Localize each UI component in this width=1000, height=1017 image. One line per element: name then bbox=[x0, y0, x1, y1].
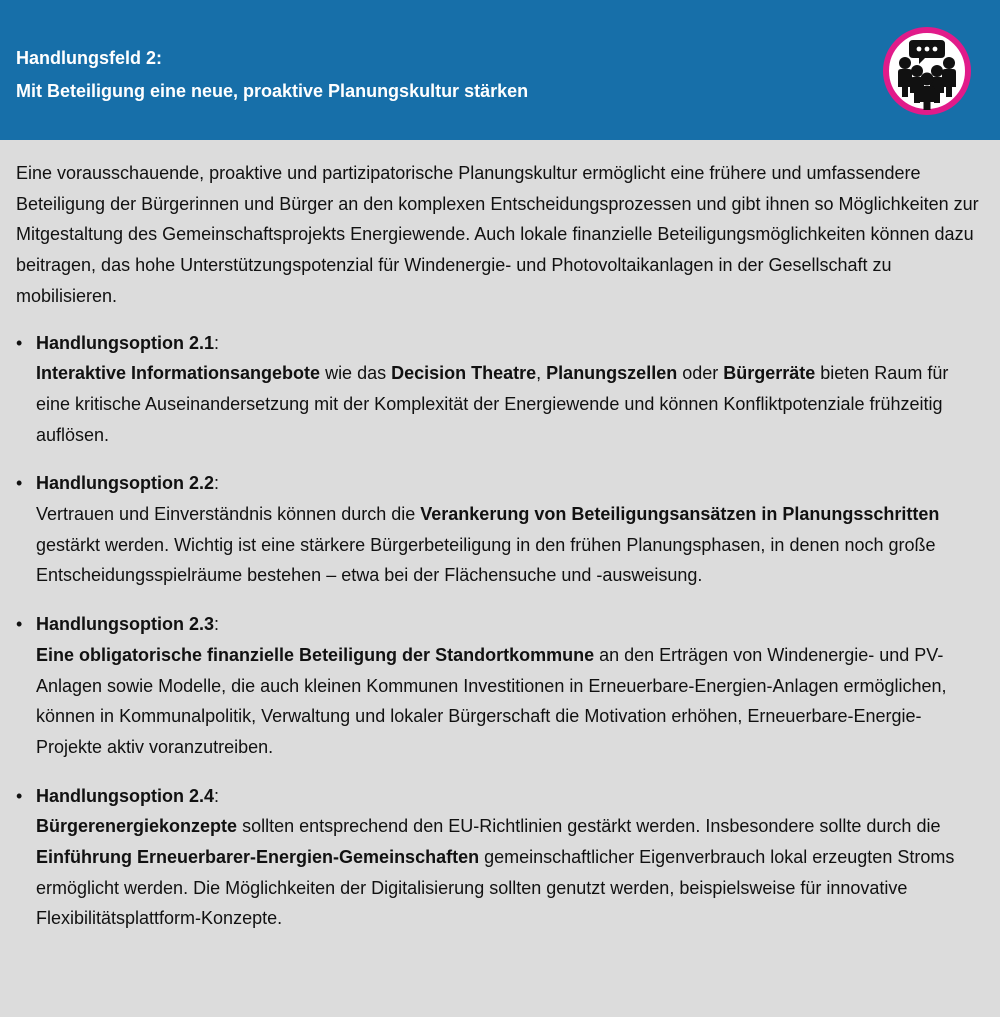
option-segment: oder bbox=[677, 363, 724, 384]
option-colon: : bbox=[214, 332, 220, 353]
option-segment: Planungszellen bbox=[546, 363, 678, 384]
option-title: Handlungsoption 2.2 bbox=[36, 473, 214, 494]
option-title: Handlungsoption 2.4 bbox=[36, 785, 214, 806]
option-segment: Vertrauen und Einverständnis können durch die bbox=[36, 504, 421, 525]
option-segment: Bürgerräte bbox=[723, 363, 816, 384]
options-list bbox=[16, 328, 984, 935]
option-colon: : bbox=[214, 473, 220, 494]
option-segment: Eine obligatorische finanzielle Beteiligung der Standortkommune bbox=[36, 644, 595, 665]
bullet-icon: • bbox=[16, 332, 23, 353]
option-body bbox=[36, 499, 984, 591]
header-title-line-1: Handlungsfeld 2: bbox=[16, 48, 163, 68]
option-item-2-4 bbox=[16, 781, 984, 935]
option-segment: Verankerung von Beteiligungsansätzen in Planungsschritten bbox=[420, 504, 940, 525]
option-colon: : bbox=[214, 614, 220, 635]
option-segment: sollten entsprechend den EU-Richtlinien gestärkt werden. Insbesondere sollte durch die bbox=[237, 816, 941, 837]
option-segment: gemeinschaftlicher Eigenverbrauch lokal erzeugten Stroms ermöglicht werden. Die Möglichkeiten der Digitalisierung sollten genutzt werden, beispielsweise für innovative Flexibilitätsplattform-Konzepte. bbox=[36, 847, 955, 929]
group-discussion-icon bbox=[883, 27, 971, 115]
option-body bbox=[36, 640, 984, 763]
option-body bbox=[36, 811, 984, 934]
option-segment: Interaktive Informationsangebote bbox=[36, 363, 321, 384]
bullet-icon: • bbox=[16, 473, 23, 494]
option-item-2-2 bbox=[16, 468, 984, 591]
option-segment: Decision Theatre bbox=[391, 363, 537, 384]
header-banner bbox=[0, 0, 1000, 140]
content-body bbox=[16, 158, 984, 952]
option-title: Handlungsoption 2.3 bbox=[36, 614, 214, 635]
group-discussion-icon-svg bbox=[883, 27, 971, 115]
option-segment: wie das bbox=[320, 363, 392, 384]
option-title: Handlungsoption 2.1 bbox=[36, 332, 214, 353]
option-segment: , bbox=[536, 363, 547, 384]
bullet-icon: • bbox=[16, 785, 23, 806]
bullet-icon: • bbox=[16, 614, 23, 635]
option-heading bbox=[36, 781, 984, 812]
header-title-line-2: Mit Beteiligung eine neue, proaktive Planungskultur stärken bbox=[16, 81, 529, 101]
option-heading bbox=[36, 609, 984, 640]
option-segment: bieten Raum für eine kritische Auseinandersetzung mit der Komplexität der Energiewende und können Konfliktpotenziale frühzeitig auflösen. bbox=[36, 363, 949, 445]
option-colon: : bbox=[214, 785, 220, 806]
option-body bbox=[36, 358, 984, 450]
option-item-2-3 bbox=[16, 609, 984, 763]
option-heading bbox=[36, 328, 984, 359]
option-heading bbox=[36, 468, 984, 499]
intro-paragraph: Eine vorausschauende, proaktive und partizipatorische Planungskultur ermöglicht eine frühere und umfassendere Beteiligung der Bürgerinnen und Bürger an den komplexen Entscheidungsprozessen und gibt ihnen so Möglichkeiten zur Mitgestaltung des Gemeinschaftsprojekts Energiewende. Auch lokale finanzielle Beteiligungsmöglichkeiten können dazu beitragen, das hohe Unterstützungspotenzial für Windenergie- und Photovoltaikanlagen in der Gesellschaft zu mobilisieren. bbox=[16, 163, 979, 306]
option-segment: gestärkt werden. Wichtig ist eine stärkere Bürgerbeteiligung in den frühen Planungsphasen, in denen noch große Entscheidungsspielräume bestehen – etwa bei der Flächensuche und -ausweisung. bbox=[36, 534, 936, 586]
option-segment: an den Erträgen von Windenergie- und PV-Anlagen sowie Modelle, die auch kleinen Kommunen Investitionen in Erneuerbare-Energien-Anlagen ermöglichen, können in Kommunalpolitik, Verwaltung und lokaler Bürgerschaft die Motivation erhöhen, Erneuerbare-Energie-Projekte aktiv voranzutreiben. bbox=[36, 644, 947, 757]
option-item-2-1 bbox=[16, 328, 984, 451]
option-segment: Bürgerenergiekonzepte bbox=[36, 816, 238, 837]
option-segment: Einführung Erneuerbarer-Energien-Gemeinschaften bbox=[36, 847, 480, 868]
